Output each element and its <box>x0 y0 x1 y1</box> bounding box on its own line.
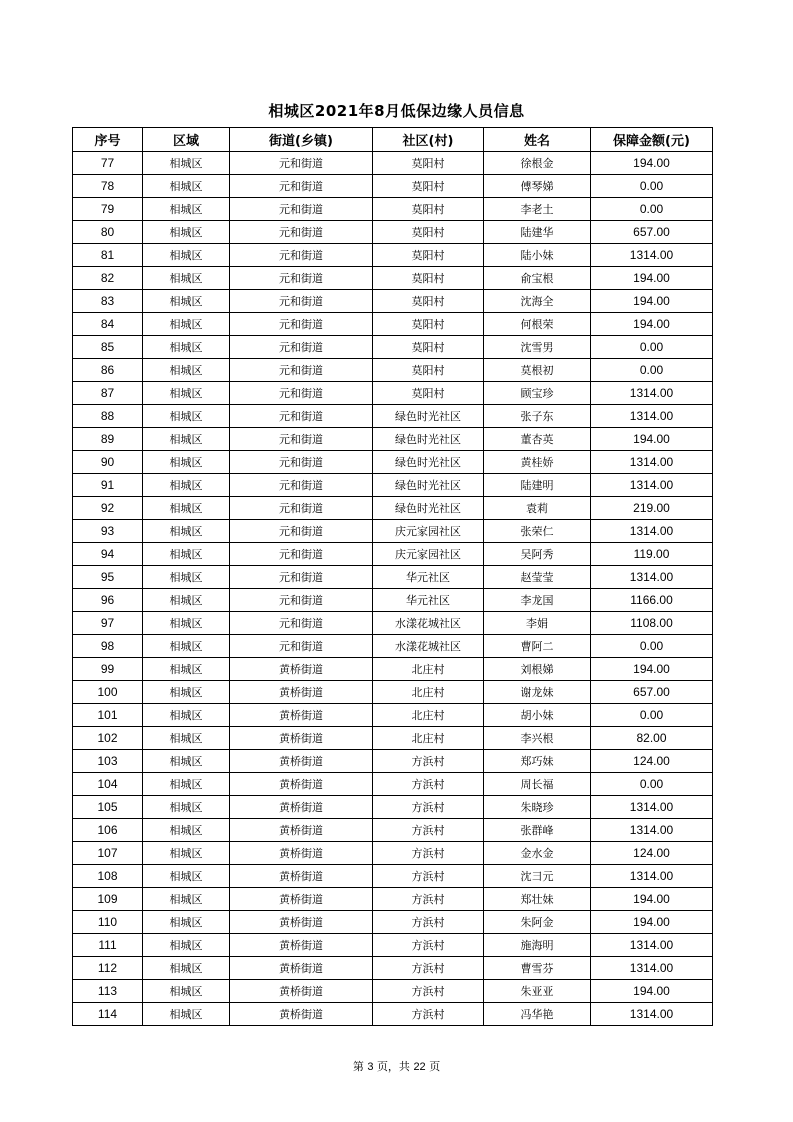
cell-serial-number: 100 <box>73 681 143 704</box>
cell-serial-number: 108 <box>73 865 143 888</box>
cell-street-town: 元和街道 <box>230 543 373 566</box>
cell-district: 相城区 <box>143 612 230 635</box>
cell-subsidy-amount: 194.00 <box>591 911 713 934</box>
cell-name: 沈海全 <box>484 290 591 313</box>
cell-subsidy-amount: 1314.00 <box>591 451 713 474</box>
table-row <box>73 198 713 221</box>
cell-name: 朱晓珍 <box>484 796 591 819</box>
cell-subsidy-amount: 124.00 <box>591 750 713 773</box>
table-row <box>73 773 713 796</box>
header-subsidy-amount: 保障金额(元) <box>591 128 713 152</box>
table-row <box>73 750 713 773</box>
table-row <box>73 566 713 589</box>
cell-street-town: 元和街道 <box>230 451 373 474</box>
table-row <box>73 589 713 612</box>
cell-serial-number: 102 <box>73 727 143 750</box>
cell-serial-number: 104 <box>73 773 143 796</box>
cell-district: 相城区 <box>143 888 230 911</box>
cell-district: 相城区 <box>143 244 230 267</box>
cell-name: 刘根娣 <box>484 658 591 681</box>
cell-name: 陆建华 <box>484 221 591 244</box>
cell-district: 相城区 <box>143 635 230 658</box>
cell-street-town: 元和街道 <box>230 474 373 497</box>
cell-street-town: 黄桥街道 <box>230 750 373 773</box>
cell-subsidy-amount: 1314.00 <box>591 819 713 842</box>
table-row <box>73 520 713 543</box>
cell-name: 周长福 <box>484 773 591 796</box>
cell-subsidy-amount: 1314.00 <box>591 405 713 428</box>
footer-suffix: 页 <box>429 1060 441 1073</box>
cell-community-village: 北庄村 <box>373 704 484 727</box>
cell-district: 相城区 <box>143 934 230 957</box>
cell-community-village: 莫阳村 <box>373 313 484 336</box>
table-body <box>73 152 713 1026</box>
table-row <box>73 865 713 888</box>
cell-name: 曹阿二 <box>484 635 591 658</box>
cell-district: 相城区 <box>143 980 230 1003</box>
cell-name: 冯华艳 <box>484 1003 591 1026</box>
footer-page-number: 3 <box>367 1061 374 1073</box>
table-row <box>73 451 713 474</box>
cell-district: 相城区 <box>143 589 230 612</box>
cell-name: 朱阿金 <box>484 911 591 934</box>
cell-district: 相城区 <box>143 796 230 819</box>
cell-community-village: 莫阳村 <box>373 152 484 175</box>
cell-district: 相城区 <box>143 451 230 474</box>
cell-name: 陆小妹 <box>484 244 591 267</box>
cell-street-town: 黄桥街道 <box>230 704 373 727</box>
cell-serial-number: 88 <box>73 405 143 428</box>
cell-community-village: 方浜村 <box>373 888 484 911</box>
cell-community-village: 庆元家园社区 <box>373 543 484 566</box>
cell-district: 相城区 <box>143 359 230 382</box>
cell-serial-number: 111 <box>73 934 143 957</box>
cell-subsidy-amount: 0.00 <box>591 198 713 221</box>
cell-serial-number: 93 <box>73 520 143 543</box>
cell-name: 张群峰 <box>484 819 591 842</box>
cell-district: 相城区 <box>143 750 230 773</box>
cell-subsidy-amount: 1314.00 <box>591 934 713 957</box>
table-row <box>73 405 713 428</box>
cell-community-village: 绿色时光社区 <box>373 474 484 497</box>
cell-street-town: 黄桥街道 <box>230 888 373 911</box>
table-row <box>73 727 713 750</box>
page-footer <box>0 1058 793 1074</box>
table-row <box>73 612 713 635</box>
cell-community-village: 华元社区 <box>373 589 484 612</box>
cell-community-village: 方浜村 <box>373 865 484 888</box>
cell-district: 相城区 <box>143 313 230 336</box>
cell-district: 相城区 <box>143 497 230 520</box>
cell-subsidy-amount: 0.00 <box>591 336 713 359</box>
cell-subsidy-amount: 82.00 <box>591 727 713 750</box>
cell-serial-number: 106 <box>73 819 143 842</box>
cell-street-town: 元和街道 <box>230 221 373 244</box>
table-row <box>73 474 713 497</box>
cell-community-village: 莫阳村 <box>373 336 484 359</box>
cell-subsidy-amount: 219.00 <box>591 497 713 520</box>
cell-name: 何根荣 <box>484 313 591 336</box>
table-row <box>73 382 713 405</box>
cell-subsidy-amount: 194.00 <box>591 658 713 681</box>
cell-community-village: 方浜村 <box>373 1003 484 1026</box>
table-row <box>73 658 713 681</box>
cell-subsidy-amount: 1314.00 <box>591 382 713 405</box>
cell-community-village: 绿色时光社区 <box>373 497 484 520</box>
cell-district: 相城区 <box>143 474 230 497</box>
table-row <box>73 842 713 865</box>
cell-name: 李老土 <box>484 198 591 221</box>
cell-serial-number: 103 <box>73 750 143 773</box>
table-row <box>73 221 713 244</box>
table-row <box>73 543 713 566</box>
cell-community-village: 方浜村 <box>373 842 484 865</box>
cell-street-town: 黄桥街道 <box>230 727 373 750</box>
cell-name: 谢龙妹 <box>484 681 591 704</box>
cell-street-town: 元和街道 <box>230 589 373 612</box>
cell-serial-number: 107 <box>73 842 143 865</box>
cell-name: 沈彐元 <box>484 865 591 888</box>
cell-name: 赵莹莹 <box>484 566 591 589</box>
cell-subsidy-amount: 1314.00 <box>591 796 713 819</box>
cell-community-village: 莫阳村 <box>373 382 484 405</box>
cell-name: 李娟 <box>484 612 591 635</box>
cell-community-village: 莫阳村 <box>373 290 484 313</box>
table-row <box>73 957 713 980</box>
cell-district: 相城区 <box>143 221 230 244</box>
cell-community-village: 北庄村 <box>373 658 484 681</box>
cell-district: 相城区 <box>143 520 230 543</box>
cell-name: 袁莉 <box>484 497 591 520</box>
cell-district: 相城区 <box>143 658 230 681</box>
page-title: 相城区2021年8月低保边缘人员信息 <box>268 102 525 120</box>
cell-street-town: 元和街道 <box>230 635 373 658</box>
cell-street-town: 元和街道 <box>230 313 373 336</box>
footer-middle: 页，共 <box>376 1060 410 1073</box>
cell-district: 相城区 <box>143 428 230 451</box>
table-row <box>73 336 713 359</box>
cell-community-village: 莫阳村 <box>373 198 484 221</box>
cell-subsidy-amount: 194.00 <box>591 888 713 911</box>
cell-community-village: 莫阳村 <box>373 359 484 382</box>
cell-subsidy-amount: 194.00 <box>591 428 713 451</box>
cell-name: 朱亚亚 <box>484 980 591 1003</box>
cell-street-town: 黄桥街道 <box>230 934 373 957</box>
header-district: 区域 <box>143 128 230 152</box>
cell-serial-number: 81 <box>73 244 143 267</box>
cell-district: 相城区 <box>143 267 230 290</box>
cell-subsidy-amount: 119.00 <box>591 543 713 566</box>
cell-street-town: 元和街道 <box>230 336 373 359</box>
cell-serial-number: 86 <box>73 359 143 382</box>
cell-community-village: 莫阳村 <box>373 244 484 267</box>
cell-community-village: 庆元家园社区 <box>373 520 484 543</box>
cell-street-town: 元和街道 <box>230 405 373 428</box>
cell-subsidy-amount: 1314.00 <box>591 957 713 980</box>
header-street-town: 街道(乡镇) <box>230 128 373 152</box>
cell-name: 金水金 <box>484 842 591 865</box>
cell-subsidy-amount: 657.00 <box>591 221 713 244</box>
cell-street-town: 黄桥街道 <box>230 842 373 865</box>
cell-subsidy-amount: 194.00 <box>591 980 713 1003</box>
cell-subsidy-amount: 0.00 <box>591 635 713 658</box>
cell-name: 张荣仁 <box>484 520 591 543</box>
header-community-village: 社区(村) <box>373 128 484 152</box>
cell-name: 郑巧妹 <box>484 750 591 773</box>
cell-district: 相城区 <box>143 819 230 842</box>
cell-street-town: 元和街道 <box>230 497 373 520</box>
cell-subsidy-amount: 1314.00 <box>591 474 713 497</box>
cell-subsidy-amount: 1108.00 <box>591 612 713 635</box>
cell-district: 相城区 <box>143 382 230 405</box>
cell-subsidy-amount: 1314.00 <box>591 865 713 888</box>
table-row <box>73 704 713 727</box>
cell-community-village: 北庄村 <box>373 727 484 750</box>
cell-serial-number: 94 <box>73 543 143 566</box>
footer-prefix: 第 <box>352 1060 364 1073</box>
cell-community-village: 莫阳村 <box>373 175 484 198</box>
cell-district: 相城区 <box>143 704 230 727</box>
cell-name: 莫根初 <box>484 359 591 382</box>
cell-name: 张子东 <box>484 405 591 428</box>
cell-name: 李兴根 <box>484 727 591 750</box>
cell-community-village: 方浜村 <box>373 934 484 957</box>
cell-serial-number: 114 <box>73 1003 143 1026</box>
cell-serial-number: 96 <box>73 589 143 612</box>
cell-street-town: 黄桥街道 <box>230 658 373 681</box>
cell-district: 相城区 <box>143 865 230 888</box>
cell-district: 相城区 <box>143 727 230 750</box>
table-row <box>73 497 713 520</box>
cell-name: 李龙国 <box>484 589 591 612</box>
cell-name: 傅琴娣 <box>484 175 591 198</box>
cell-district: 相城区 <box>143 543 230 566</box>
table-row <box>73 681 713 704</box>
cell-serial-number: 89 <box>73 428 143 451</box>
cell-name: 俞宝根 <box>484 267 591 290</box>
table-row <box>73 934 713 957</box>
cell-subsidy-amount: 1166.00 <box>591 589 713 612</box>
cell-subsidy-amount: 0.00 <box>591 704 713 727</box>
cell-subsidy-amount: 194.00 <box>591 152 713 175</box>
cell-serial-number: 83 <box>73 290 143 313</box>
cell-serial-number: 109 <box>73 888 143 911</box>
table-row <box>73 796 713 819</box>
cell-community-village: 绿色时光社区 <box>373 451 484 474</box>
cell-serial-number: 85 <box>73 336 143 359</box>
table-row <box>73 911 713 934</box>
cell-community-village: 方浜村 <box>373 750 484 773</box>
cell-serial-number: 105 <box>73 796 143 819</box>
cell-serial-number: 101 <box>73 704 143 727</box>
cell-name: 顾宝珍 <box>484 382 591 405</box>
cell-serial-number: 110 <box>73 911 143 934</box>
cell-district: 相城区 <box>143 336 230 359</box>
cell-street-town: 元和街道 <box>230 428 373 451</box>
cell-name: 沈雪男 <box>484 336 591 359</box>
table-row <box>73 635 713 658</box>
cell-district: 相城区 <box>143 911 230 934</box>
cell-district: 相城区 <box>143 175 230 198</box>
cell-street-town: 黄桥街道 <box>230 1003 373 1026</box>
cell-serial-number: 91 <box>73 474 143 497</box>
cell-community-village: 华元社区 <box>373 566 484 589</box>
cell-subsidy-amount: 1314.00 <box>591 520 713 543</box>
table-row <box>73 175 713 198</box>
cell-community-village: 方浜村 <box>373 911 484 934</box>
cell-subsidy-amount: 657.00 <box>591 681 713 704</box>
cell-community-village: 方浜村 <box>373 957 484 980</box>
cell-street-town: 黄桥街道 <box>230 865 373 888</box>
table-row <box>73 819 713 842</box>
cell-street-town: 黄桥街道 <box>230 980 373 1003</box>
cell-serial-number: 112 <box>73 957 143 980</box>
cell-street-town: 黄桥街道 <box>230 957 373 980</box>
cell-subsidy-amount: 0.00 <box>591 359 713 382</box>
table-row <box>73 359 713 382</box>
cell-community-village: 方浜村 <box>373 819 484 842</box>
cell-serial-number: 78 <box>73 175 143 198</box>
cell-community-village: 方浜村 <box>373 773 484 796</box>
header-serial-number: 序号 <box>73 128 143 152</box>
cell-subsidy-amount: 194.00 <box>591 313 713 336</box>
cell-serial-number: 87 <box>73 382 143 405</box>
cell-district: 相城区 <box>143 681 230 704</box>
table-row <box>73 152 713 175</box>
cell-subsidy-amount: 0.00 <box>591 175 713 198</box>
cell-name: 徐根金 <box>484 152 591 175</box>
cell-community-village: 方浜村 <box>373 980 484 1003</box>
cell-community-village: 绿色时光社区 <box>373 405 484 428</box>
cell-serial-number: 97 <box>73 612 143 635</box>
cell-street-town: 黄桥街道 <box>230 819 373 842</box>
cell-district: 相城区 <box>143 842 230 865</box>
cell-street-town: 元和街道 <box>230 267 373 290</box>
cell-serial-number: 77 <box>73 152 143 175</box>
cell-serial-number: 80 <box>73 221 143 244</box>
cell-serial-number: 113 <box>73 980 143 1003</box>
header-name: 姓名 <box>484 128 591 152</box>
cell-street-town: 元和街道 <box>230 566 373 589</box>
cell-name: 黄桂娇 <box>484 451 591 474</box>
cell-community-village: 水漾花城社区 <box>373 635 484 658</box>
cell-district: 相城区 <box>143 152 230 175</box>
table-row <box>73 888 713 911</box>
cell-district: 相城区 <box>143 566 230 589</box>
cell-serial-number: 79 <box>73 198 143 221</box>
cell-serial-number: 95 <box>73 566 143 589</box>
table-row <box>73 428 713 451</box>
cell-name: 董杏英 <box>484 428 591 451</box>
cell-name: 曹雪芬 <box>484 957 591 980</box>
cell-serial-number: 90 <box>73 451 143 474</box>
cell-name: 施海明 <box>484 934 591 957</box>
cell-street-town: 元和街道 <box>230 612 373 635</box>
cell-street-town: 黄桥街道 <box>230 773 373 796</box>
cell-street-town: 元和街道 <box>230 198 373 221</box>
cell-community-village: 北庄村 <box>373 681 484 704</box>
cell-district: 相城区 <box>143 773 230 796</box>
cell-street-town: 黄桥街道 <box>230 796 373 819</box>
cell-name: 陆建明 <box>484 474 591 497</box>
cell-subsidy-amount: 194.00 <box>591 290 713 313</box>
cell-subsidy-amount: 124.00 <box>591 842 713 865</box>
table-header-row <box>73 128 713 152</box>
cell-subsidy-amount: 1314.00 <box>591 1003 713 1026</box>
cell-serial-number: 84 <box>73 313 143 336</box>
table-row <box>73 244 713 267</box>
cell-serial-number: 99 <box>73 658 143 681</box>
table-row <box>73 290 713 313</box>
cell-street-town: 元和街道 <box>230 382 373 405</box>
cell-street-town: 黄桥街道 <box>230 911 373 934</box>
cell-serial-number: 92 <box>73 497 143 520</box>
cell-street-town: 元和街道 <box>230 520 373 543</box>
table-row <box>73 980 713 1003</box>
table-row <box>73 267 713 290</box>
cell-subsidy-amount: 0.00 <box>591 773 713 796</box>
table-row <box>73 313 713 336</box>
beneficiary-table <box>72 127 713 1026</box>
cell-serial-number: 98 <box>73 635 143 658</box>
cell-street-town: 元和街道 <box>230 244 373 267</box>
cell-street-town: 元和街道 <box>230 175 373 198</box>
cell-community-village: 莫阳村 <box>373 267 484 290</box>
cell-serial-number: 82 <box>73 267 143 290</box>
cell-subsidy-amount: 194.00 <box>591 267 713 290</box>
cell-name: 吴阿秀 <box>484 543 591 566</box>
cell-street-town: 元和街道 <box>230 152 373 175</box>
footer-total-pages: 22 <box>413 1061 426 1073</box>
cell-name: 郑壮妹 <box>484 888 591 911</box>
cell-district: 相城区 <box>143 290 230 313</box>
cell-community-village: 水漾花城社区 <box>373 612 484 635</box>
cell-street-town: 元和街道 <box>230 359 373 382</box>
cell-street-town: 元和街道 <box>230 290 373 313</box>
cell-district: 相城区 <box>143 405 230 428</box>
table-row <box>73 1003 713 1026</box>
cell-district: 相城区 <box>143 198 230 221</box>
cell-community-village: 绿色时光社区 <box>373 428 484 451</box>
cell-name: 胡小妹 <box>484 704 591 727</box>
cell-district: 相城区 <box>143 957 230 980</box>
cell-street-town: 黄桥街道 <box>230 681 373 704</box>
cell-subsidy-amount: 1314.00 <box>591 244 713 267</box>
cell-subsidy-amount: 1314.00 <box>591 566 713 589</box>
cell-community-village: 方浜村 <box>373 796 484 819</box>
cell-community-village: 莫阳村 <box>373 221 484 244</box>
cell-district: 相城区 <box>143 1003 230 1026</box>
